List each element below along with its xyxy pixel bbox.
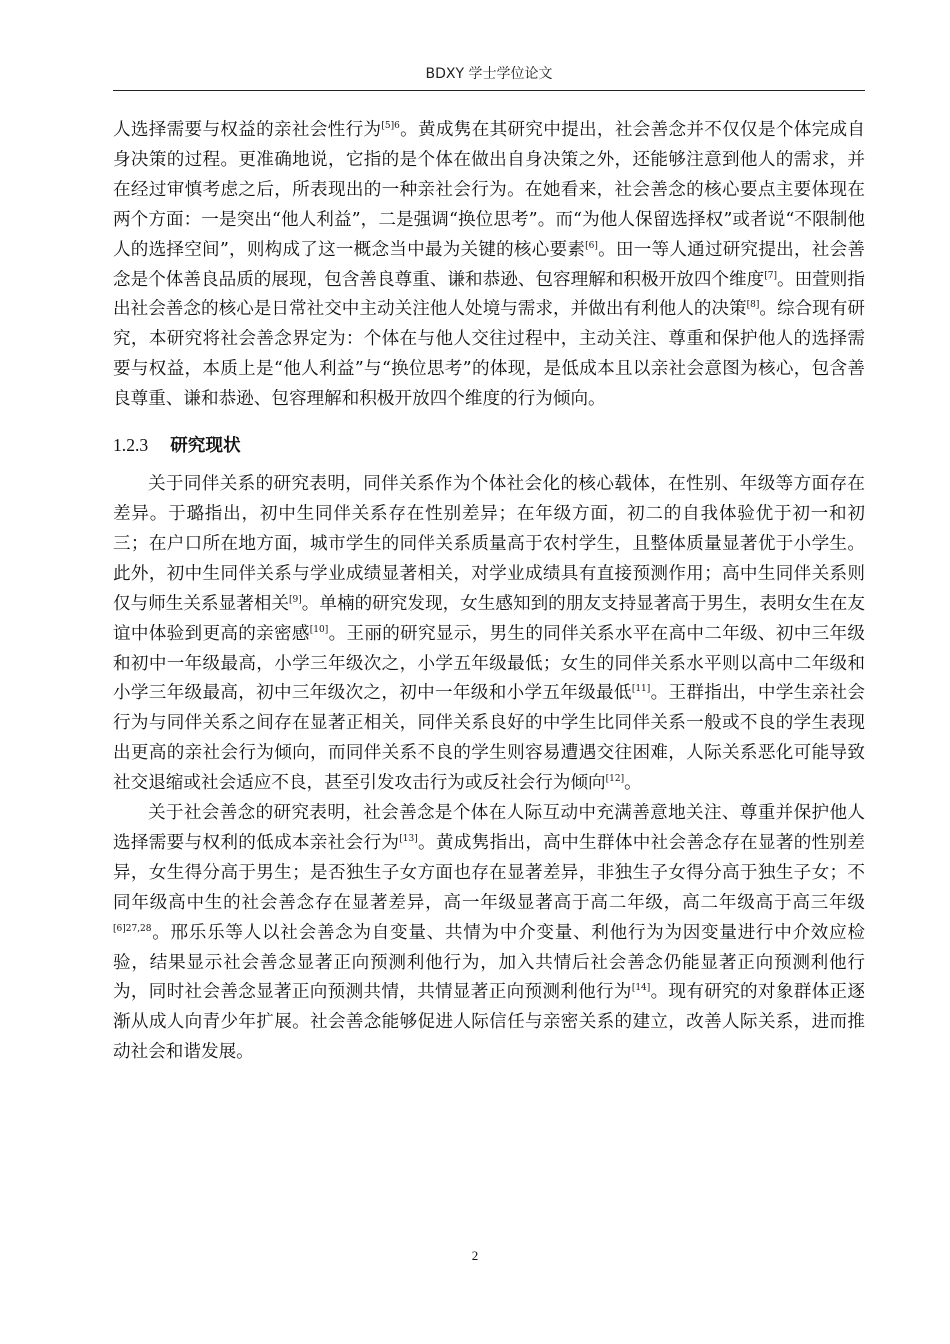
citation: [12]	[605, 774, 625, 785]
running-header: BDXY 学士学位论文	[425, 66, 553, 82]
citation: [5]6	[381, 121, 400, 131]
paragraph-text: 。田一等人通过研究提出，社会善念是个体善良品质的展现，包含善良尊重、谦和恭逊、包容理解和积极开放四个维度	[113, 239, 865, 290]
citation: [7]	[764, 270, 777, 281]
page-body	[113, 116, 865, 1068]
citation: [6]27,28	[113, 923, 152, 934]
citation: [8]	[746, 300, 760, 311]
citation: [11]	[631, 684, 651, 695]
paragraph-text: 关于社会善念的研究表明，社会善念是个体在人际互动中充满善意地关注、尊重并保护他人选择需要与权利的低成本亲社会行为	[113, 803, 865, 853]
paragraph-text: 关于同伴关系的研究表明，同伴关系作为个体社会化的核心载体，在性别、年级等方面存在差异。于璐指出，初中生同伴关系存在性别差异；在年级方面，初二的自我体验优于初一和初三；在户口所在地方面，城市学生的同伴关系质量高于农村学生，且整体质量显著优于小学生。此外，初中生同伴关系与学业成绩显著相关，对学业成绩具有直接预测作用；高中生同伴关系则仅与师生关系显著相关	[113, 474, 865, 614]
citation: [10]	[309, 624, 329, 635]
section-heading	[113, 431, 865, 460]
paragraph-text: 。单楠的研究发现，女生感知到的朋友支持显著高于男生，表明女生在友谊中体验到更高的亲密感	[113, 593, 865, 644]
paragraph-text: 。黄成隽指出，高中生群体中社会善念存在显著的性别差异，女生得分高于男生；是否独生子女方面也存在显著差异，非独生子女得分高于独生子女；不同年级高中生的社会善念存在显著差异，高一年级显著高于高二年级，高二年级高于高三年级	[113, 832, 865, 913]
section-title: 研究现状	[170, 436, 241, 457]
paragraph-text: 。邢乐乐等人以社会善念为自变量、共情为中介变量、利他行为为因变量进行中介效应检验，结果显示社会善念显著正向预测利他行为，加入共情后社会善念仍能显著正向预测利他行为，同时社会善念显著正向预测共情，共情显著正向预测利他行为	[113, 922, 865, 1003]
paragraph-text: 。现有研究的对象群体正逐渐从成人向青少年扩展。社会善念能够促进人际信任与亲密关系的建立，改善人际关系，进而推动社会和谐发展。	[113, 982, 865, 1063]
paragraph	[113, 116, 865, 415]
paragraph-text: 。王丽的研究显示，男生的同伴关系水平在高中二年级、初中三年级和初中一年级最高，小学三年级次之，小学五年级最低；女生的同伴关系水平则以高中二年级和小学三年级最高，初中三年级次之，初中一年级和小学五年级最低	[113, 623, 865, 704]
paragraph	[113, 470, 865, 799]
paragraph-text: 。黄成隽在其研究中提出，社会善念并不仅仅是个体完成自身决策的过程。更准确地说，它指的是个体在做出自身决策之外，还能够注意到他人的需求，并在经过审慎考虑之后，所表现出的一种亲社会行为。在她看来，社会善念的核心要点主要体现在两个方面：一是突出“他人利益”，二是强调“换位思考”。而“为他人保留选择权”或者说“不限制他人的选择空间”，则构成了这一概念当中最为关键的核心要素	[113, 120, 865, 260]
section-number: 1.2.3	[113, 435, 149, 456]
paragraph-text: 人选择需要与权益的亲社会性行为	[113, 120, 382, 140]
paragraph-text: 。王群指出，中学生亲社会行为与同伴关系之间存在显著正相关，同伴关系良好的中学生比同伴关系一般或不良的学生表现出更高的亲社会行为倾向，而同伴关系不良的学生则容易遭遇交往困难，人际关系恶化可能导致社交退缩或社会适应不良，甚至引发攻击行为或反社会行为倾向	[113, 683, 865, 794]
page-number: 2	[471, 1248, 479, 1263]
paragraph-text: 。	[624, 773, 642, 794]
header-divider	[113, 90, 865, 91]
citation: [14]	[631, 983, 651, 994]
paragraph-text: 。田萱则指出社会善念的核心是日常社交中主动关注他人处境与需求，并做出有利他人的决策	[113, 269, 865, 320]
paragraph	[113, 799, 865, 1068]
citation: [6]	[585, 240, 598, 251]
paragraph-text: 。综合现有研究，本研究将社会善念界定为：个体在与他人交往过程中，主动关注、尊重和保护他人的选择需要与权益，本质上是“他人利益”与“换位思考”的体现，是低成本且以亲社会意图为核心，包含善良尊重、谦和恭逊、包容理解和积极开放四个维度的行为倾向。	[113, 299, 865, 410]
citation: [13]	[399, 833, 418, 844]
citation: [9]	[289, 594, 302, 605]
